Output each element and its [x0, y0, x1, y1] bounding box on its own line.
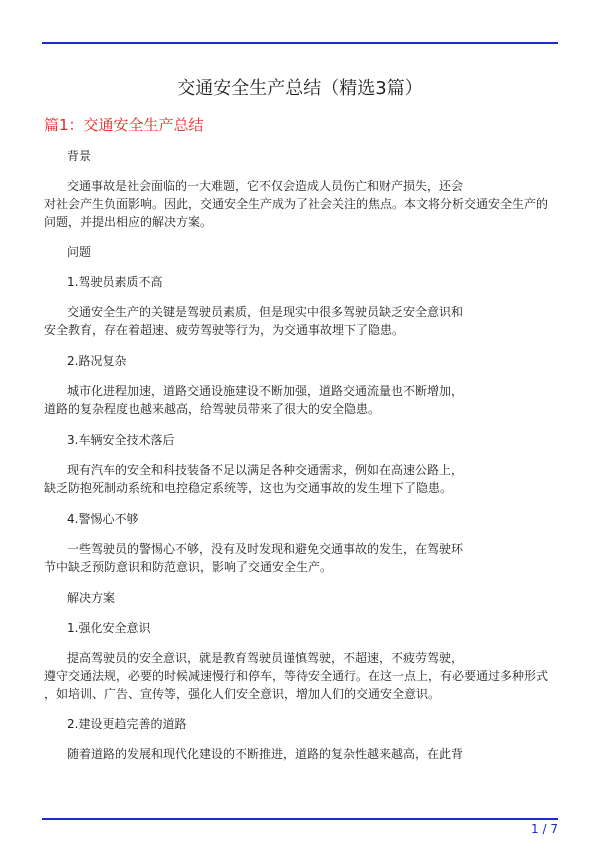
- text-line: 问题，并提出相应的解决方案。: [44, 215, 213, 229]
- document-title: 交通安全生产总结（精选3篇）: [177, 78, 423, 99]
- label-solutions: [67, 589, 583, 607]
- paragraph-road-construction: [44, 745, 560, 763]
- top-rule: [42, 42, 558, 44]
- paragraph-vehicle-tech: [44, 461, 560, 497]
- text-line: 安全教育，存在着超速、疲劳驾驶等行为，为交通事故埋下了隐患。: [44, 323, 405, 337]
- solution-subheading-1: [67, 619, 583, 637]
- label-problems: [67, 243, 583, 261]
- text-line: 4.警惕心不够: [67, 512, 139, 526]
- paragraph-driver-quality: [44, 303, 560, 339]
- text-line: 现有汽车的安全和科技装备不足以满足各种交通需求，例如在高速公路上，: [67, 463, 464, 477]
- subheading-4: [67, 510, 583, 528]
- text-line: 解决方案: [67, 591, 116, 605]
- paragraph-intro: [44, 177, 560, 231]
- text-line: 2.路况复杂: [67, 354, 127, 368]
- text-line: 1.驾驶员素质不高: [67, 275, 163, 289]
- text-line: 遵守交通法规，必要的时候减速慢行和停车，等待安全通行。在这一点上，有必要通过多种形式: [44, 669, 549, 683]
- label-background: [67, 147, 583, 165]
- paragraph-road-conditions: [44, 382, 560, 418]
- text-line: 城市化进程加速，道路交通设施建设不断加强，道路交通流量也不断增加，: [67, 384, 464, 398]
- text-line: 1.强化安全意识: [67, 621, 151, 635]
- text-line: 交通事故是社会面临的一大难题，它不仅会造成人员伤亡和财产损失，还会: [67, 179, 464, 193]
- text-line: 道路的复杂程度也越来越高，给驾驶员带来了很大的安全隐患。: [44, 402, 381, 416]
- text-line: 一些驾驶员的警惕心不够，没有及时发现和避免交通事故的发生，在驾驶环: [67, 542, 464, 556]
- subheading-1: [67, 273, 583, 291]
- text-line: 3.车辆安全技术落后: [67, 433, 175, 447]
- text-line: 背景: [67, 149, 92, 163]
- text-line: 对社会产生负面影响。因此，交通安全生产成为了社会关注的焦点。本文将分析交通安全生产的: [44, 197, 549, 211]
- text-line: 提高驾驶员的安全意识，就是教育驾驶员谨慎驾驶，不超速，不疲劳驾驶，: [67, 651, 464, 665]
- text-line: 节中缺乏预防意识和防范意识，影响了交通安全生产。: [44, 560, 333, 574]
- text-line: 缺乏防抱死制动系统和电控稳定系统等，这也为交通事故的发生埋下了隐患。: [44, 481, 453, 495]
- paragraph-vigilance: [44, 540, 560, 576]
- text-line: ，如培训、广告、宣传等，强化人们安全意识，增加人们的交通安全意识。: [44, 687, 441, 701]
- text-line: 问题: [67, 245, 92, 259]
- text-line: 交通安全生产的关键是驾驶员素质，但是现实中很多驾驶员缺乏安全意识和: [67, 305, 464, 319]
- solution-subheading-2: [67, 715, 583, 733]
- text-line: 随着道路的发展和现代化建设的不断推进，道路的复杂性越来越高，在此背: [67, 747, 464, 761]
- paragraph-safety-awareness: [44, 649, 560, 703]
- bottom-rule: [42, 818, 558, 820]
- subheading-2: [67, 352, 583, 370]
- section-heading: 篇1：交通安全生产总结: [44, 116, 204, 134]
- subheading-3: [67, 431, 583, 449]
- page-number: 1 / 7: [531, 822, 558, 836]
- text-line: 2.建设更趋完善的道路: [67, 717, 187, 731]
